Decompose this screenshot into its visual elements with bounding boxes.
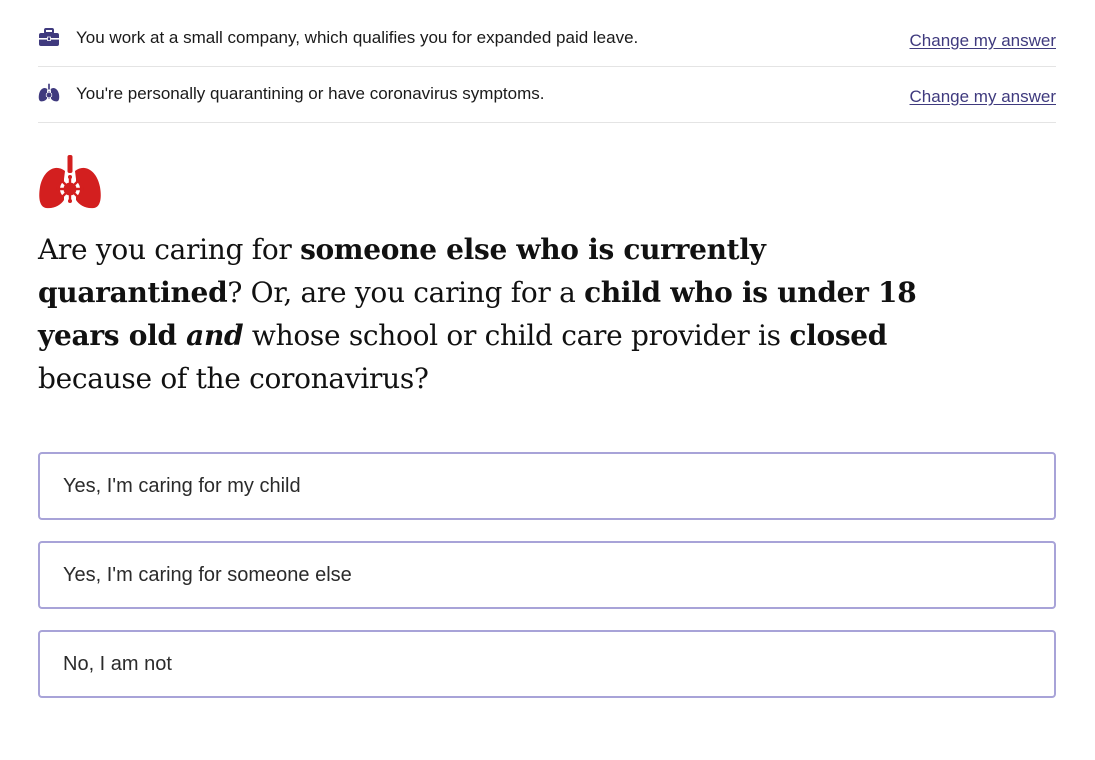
- answer-options: [38, 452, 1056, 719]
- summary-row-quarantine: [38, 70, 1056, 123]
- option-caring-for-someone-else[interactable]: Yes, I'm caring for someone else: [38, 541, 1056, 609]
- lungs-virus-icon: [37, 155, 103, 211]
- question-emphasis: child who is under 18 years old: [38, 276, 917, 352]
- question-part: whose school or child care provider is: [243, 319, 790, 352]
- lungs-virus-icon: [38, 82, 60, 104]
- change-answer-link[interactable]: Change my answer: [909, 87, 1056, 106]
- question-part: Are you caring for: [38, 233, 301, 266]
- question-emphasis: someone else who is currently quarantined: [38, 233, 766, 309]
- change-answer-link[interactable]: Change my answer: [909, 31, 1056, 50]
- briefcase-icon: [38, 26, 60, 48]
- question-emphasis: closed: [789, 319, 888, 352]
- question-text: [38, 228, 938, 400]
- question-part: because of the coronavirus?: [38, 362, 429, 395]
- answer-summary: [38, 14, 1056, 123]
- option-not-caring[interactable]: No, I am not: [38, 630, 1056, 698]
- question-emphasis-italic: and: [186, 319, 244, 352]
- option-caring-for-child[interactable]: Yes, I'm caring for my child: [38, 452, 1056, 520]
- summary-text: You're personally quarantining or have coronavirus symptoms.: [76, 84, 545, 103]
- summary-row-company: [38, 14, 1056, 67]
- question-part: ? Or, are you caring for a: [227, 276, 585, 309]
- summary-text: You work at a small company, which qualifies you for expanded paid leave.: [76, 28, 639, 47]
